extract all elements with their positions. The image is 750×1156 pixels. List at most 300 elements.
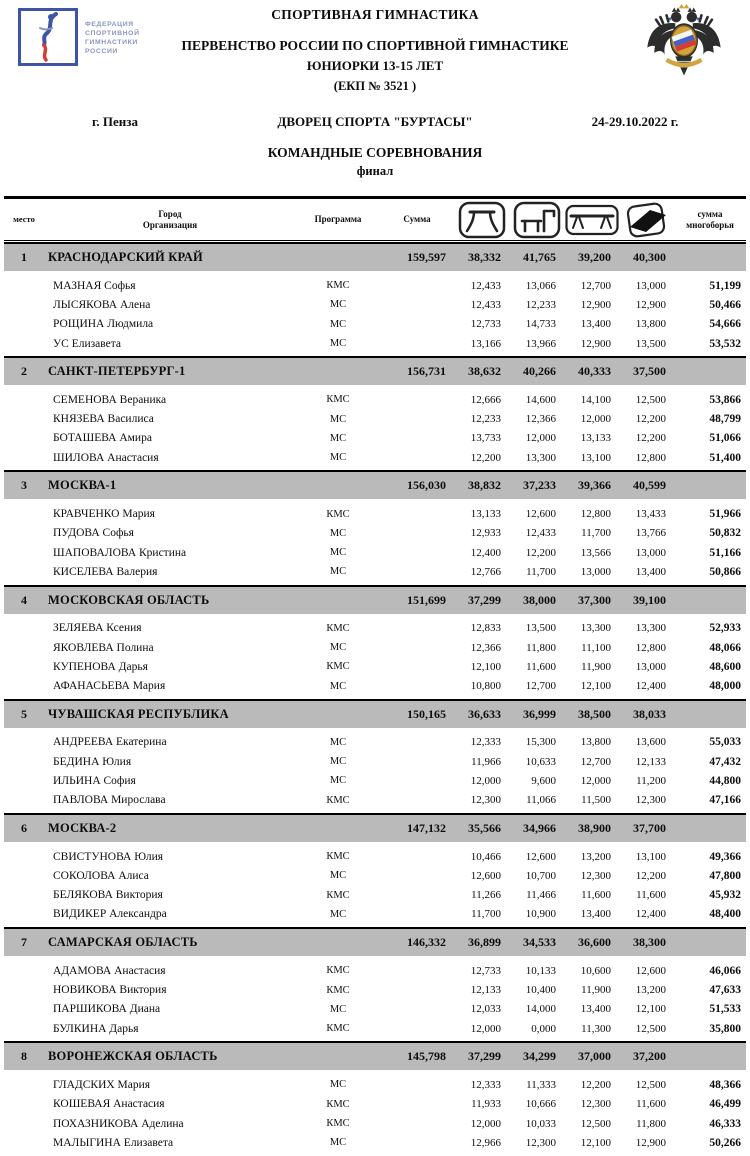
athlete-list: [4, 956, 746, 1041]
team-place: 4: [21, 592, 27, 607]
athlete-name: СВИСТУНОВА Юлия: [53, 850, 164, 863]
team-event-score: 38,500: [578, 706, 611, 721]
team-name: САМАРСКАЯ ОБЛАСТЬ: [48, 935, 198, 950]
team-row: [4, 927, 746, 956]
athlete-score: 11,966: [471, 755, 501, 768]
athlete-program: МС: [329, 547, 347, 559]
team-place: 2: [21, 364, 27, 379]
col-sum: Сумма: [403, 214, 431, 225]
athlete-score: 11,700: [526, 565, 556, 578]
athlete-aa-total: 47,166: [709, 794, 741, 807]
team-total-score: 156,731: [407, 364, 446, 379]
athlete-score: 12,233: [525, 298, 556, 311]
athlete-aa-total: 53,866: [709, 393, 741, 406]
athlete-score: 13,800: [635, 318, 666, 331]
athlete-program: МС: [329, 527, 347, 539]
team-event-score: 38,832: [468, 478, 501, 493]
col-city-line2: Организация: [142, 219, 198, 230]
athlete-score: 12,200: [635, 432, 666, 445]
athlete-program: КМС: [326, 1098, 350, 1110]
athlete-name: ШИЛОВА Анастасия: [53, 451, 159, 464]
athlete-score: 12,200: [580, 1078, 611, 1091]
team-event-score: 39,100: [633, 592, 666, 607]
athlete-score: 12,800: [635, 641, 666, 654]
athlete-row: [4, 1114, 746, 1133]
athlete-score: 12,833: [470, 622, 501, 635]
team-event-score: 40,266: [523, 364, 556, 379]
athlete-program: КМС: [326, 394, 350, 406]
athlete-score: 15,300: [525, 736, 556, 749]
athlete-row: [4, 1019, 746, 1038]
athlete-score: 11,100: [581, 641, 611, 654]
athlete-name: ПУДОВА Софья: [53, 527, 134, 540]
athlete-row: [4, 638, 746, 657]
athlete-score: 13,066: [525, 279, 556, 292]
col-aa-total: [674, 209, 746, 231]
athlete-score: 12,766: [470, 565, 501, 578]
athlete-name: ЗЕЛЯЕВА Ксения: [53, 622, 142, 635]
team-name: МОСКВА-2: [48, 820, 117, 835]
event-title: КОМАНДНЫЕ СОРЕВНОВАНИЯ: [267, 145, 483, 160]
athlete-name: ПАРШИКОВА Диана: [53, 1003, 161, 1016]
athlete-aa-total: 48,366: [709, 1078, 741, 1091]
athlete-score: 13,300: [525, 451, 556, 464]
dates-label: 24-29.10.2022 г.: [591, 114, 679, 129]
athlete-aa-total: 48,400: [709, 908, 741, 921]
athlete-score: 13,200: [580, 850, 611, 863]
athlete-score: 12,300: [580, 869, 611, 882]
athlete-program: МС: [329, 1003, 347, 1015]
athlete-score: 13,000: [580, 565, 611, 578]
athlete-score: 12,333: [470, 1078, 501, 1091]
team-event-score: 40,300: [633, 250, 666, 264]
city-label: г. Пенза: [91, 114, 139, 129]
athlete-score: 11,800: [636, 1117, 666, 1130]
athlete-score: 10,633: [525, 755, 556, 768]
athlete-row: [4, 619, 746, 638]
athlete-score: 12,500: [635, 393, 666, 406]
team-event-score: 37,299: [468, 1049, 501, 1064]
team-event-score: 38,900: [578, 820, 611, 835]
athlete-name: БЕЛЯКОВА Виктория: [53, 889, 163, 902]
athlete-score: 12,233: [470, 413, 501, 426]
athlete-list: [4, 499, 746, 584]
athlete-row: [4, 866, 746, 885]
athlete-score: 12,200: [635, 413, 666, 426]
athlete-score: 11,700: [471, 908, 501, 921]
athlete-score: 11,800: [526, 641, 556, 654]
team-total-score: 147,132: [407, 820, 446, 835]
team-event-score: 37,299: [468, 592, 501, 607]
team-total-score: 146,332: [407, 935, 446, 950]
athlete-score: 10,466: [470, 850, 501, 863]
athlete-program: КМС: [326, 984, 350, 996]
athlete-row: [4, 791, 746, 810]
athlete-score: 12,600: [635, 964, 666, 977]
athlete-score: 13,766: [635, 527, 666, 540]
gymnast-icon: [18, 8, 78, 66]
athlete-name: АФАНАСЬЕВА Мария: [53, 680, 166, 693]
team-event-score: 37,233: [523, 478, 556, 493]
team-place: 1: [21, 250, 27, 264]
athlete-aa-total: 45,932: [709, 889, 741, 902]
athlete-score: 12,933: [470, 527, 501, 540]
athlete-program: МС: [329, 566, 347, 578]
athlete-row: [4, 504, 746, 523]
athlete-score: 12,600: [470, 869, 501, 882]
team-name: ЧУВАШСКАЯ РЕСПУБЛИКА: [48, 706, 229, 721]
team-total-score: 145,798: [407, 1049, 446, 1064]
team-event-score: 41,765: [523, 250, 556, 264]
athlete-score: 11,600: [636, 889, 666, 902]
athlete-row: [4, 295, 746, 314]
col-aa-line1: сумма: [697, 208, 723, 219]
athlete-score: 12,300: [580, 1098, 611, 1111]
athlete-score: 13,300: [635, 622, 666, 635]
athlete-aa-total: 52,933: [709, 622, 741, 635]
athlete-list: [4, 614, 746, 699]
team-row: [4, 813, 746, 842]
athlete-score: 12,900: [580, 298, 611, 311]
athlete-program: МС: [329, 1079, 347, 1091]
athlete-score: 12,900: [635, 1136, 666, 1149]
athlete-score: 13,500: [525, 622, 556, 635]
athlete-name: БУЛКИНА Дарья: [53, 1022, 139, 1035]
team-name: КРАСНОДАРСКИЙ КРАЙ: [48, 250, 203, 264]
athlete-score: 13,800: [580, 736, 611, 749]
athlete-score: 12,133: [470, 984, 501, 997]
athlete-score: 12,000: [470, 1117, 501, 1130]
team-place: 8: [21, 1049, 27, 1064]
team-event-score: 38,632: [468, 364, 501, 379]
athlete-score: 12,733: [470, 318, 501, 331]
athlete-score: 12,433: [525, 527, 556, 540]
team-place: 7: [21, 935, 27, 950]
athlete-score: 11,600: [526, 660, 556, 673]
athlete-name: КУПЕНОВА Дарья: [53, 660, 148, 673]
athlete-aa-total: 50,832: [709, 527, 741, 540]
floor-icon: [619, 201, 674, 239]
athlete-aa-total: 46,333: [709, 1117, 741, 1130]
athlete-score: 11,066: [526, 794, 556, 807]
venue-label: ДВОРЕЦ СПОРТА "БУРТАСЫ": [277, 114, 473, 129]
athlete-row: [4, 390, 746, 409]
ministry-eagle-icon: [640, 4, 728, 91]
athlete-score: 12,800: [635, 451, 666, 464]
athlete-score: 10,800: [470, 680, 501, 693]
athlete-score: 12,600: [525, 850, 556, 863]
athlete-row: [4, 733, 746, 752]
team-event-score: 35,566: [468, 820, 501, 835]
athlete-name: БОТАШЕВА Амира: [53, 432, 152, 445]
stage-label: финал: [356, 164, 394, 178]
team-event-score: 38,300: [633, 935, 666, 950]
team-event-score: 37,000: [578, 1049, 611, 1064]
athlete-program: КМС: [326, 280, 350, 292]
athlete-score: 11,500: [581, 794, 611, 807]
athlete-program: МС: [329, 736, 347, 748]
athlete-score: 13,400: [580, 318, 611, 331]
athlete-row: [4, 429, 746, 448]
team-event-score: 34,966: [523, 820, 556, 835]
athlete-score: 12,133: [635, 755, 666, 768]
team-total-score: 150,165: [407, 706, 446, 721]
athlete-program: КМС: [326, 622, 350, 634]
col-program: Программа: [314, 214, 362, 225]
page-header: [0, 0, 750, 196]
athlete-score: 13,733: [470, 432, 501, 445]
team-event-score: 40,599: [633, 478, 666, 493]
team-row: [4, 585, 746, 614]
athlete-score: 12,333: [470, 736, 501, 749]
athlete-score: 12,366: [525, 413, 556, 426]
team-place: 6: [21, 820, 27, 835]
athlete-name: ПАВЛОВА Мирослава: [53, 794, 166, 807]
athlete-row: [4, 409, 746, 428]
athlete-score: 11,600: [581, 889, 611, 902]
athlete-name: ЛЫСЯКОВА Алена: [53, 298, 151, 311]
athlete-program: МС: [329, 775, 347, 787]
athlete-score: 10,133: [525, 964, 556, 977]
athlete-program: КМС: [326, 889, 350, 901]
athlete-program: МС: [329, 680, 347, 692]
athlete-aa-total: 51,199: [709, 279, 741, 292]
federation-logo: [18, 8, 140, 66]
athlete-score: 13,400: [635, 565, 666, 578]
athlete-score: 14,733: [525, 318, 556, 331]
athlete-score: 12,900: [635, 298, 666, 311]
athlete-row: [4, 1133, 746, 1152]
team-event-score: 37,300: [578, 592, 611, 607]
athlete-score: 12,300: [470, 794, 501, 807]
athlete-row: [4, 752, 746, 771]
athlete-score: 12,000: [580, 413, 611, 426]
col-city: [44, 209, 296, 231]
athlete-score: 12,200: [635, 869, 666, 882]
athlete-score: 12,433: [470, 279, 501, 292]
athlete-name: КРАВЧЕНКО Мария: [53, 508, 155, 521]
athlete-program: МС: [329, 452, 347, 464]
sport-title: СПОРТИВНАЯ ГИМНАСТИКА: [271, 7, 479, 22]
athlete-name: ЯКОВЛЕВА Полина: [53, 641, 154, 654]
athlete-score: 12,200: [525, 546, 556, 559]
athlete-row: [4, 771, 746, 790]
athlete-aa-total: 47,800: [709, 869, 741, 882]
athlete-score: 13,433: [635, 508, 666, 521]
athlete-score: 12,700: [525, 680, 556, 693]
team-total-score: 151,699: [407, 592, 446, 607]
athlete-list: [4, 842, 746, 927]
athlete-name: МАЗНАЯ Софья: [53, 279, 136, 292]
athlete-score: 13,566: [580, 546, 611, 559]
athlete-score: 14,000: [525, 1003, 556, 1016]
athlete-aa-total: 46,499: [709, 1098, 741, 1111]
vault-icon: [454, 201, 509, 239]
athlete-score: 12,000: [470, 1022, 501, 1035]
athlete-name: АНДРЕЕВА Екатерина: [53, 736, 167, 749]
team-event-score: 38,000: [523, 592, 556, 607]
athlete-score: 13,600: [635, 736, 666, 749]
team-event-score: 37,200: [633, 1049, 666, 1064]
team-event-score: 36,600: [578, 935, 611, 950]
athlete-aa-total: 48,600: [709, 660, 741, 673]
team-event-score: 34,299: [523, 1049, 556, 1064]
athlete-program: МС: [329, 318, 347, 330]
athlete-name: КОШЕВАЯ Анастасия: [53, 1098, 165, 1111]
athlete-score: 12,500: [635, 1078, 666, 1091]
athlete-list: [4, 728, 746, 813]
athlete-score: 13,166: [470, 337, 501, 350]
athlete-score: 13,000: [635, 660, 666, 673]
athlete-score: 10,600: [580, 964, 611, 977]
federation-logo-text: ФЕДЕРАЦИЯ СПОРТИВНОЙ ГИМНАСТИКИ РОССИИ: [85, 21, 140, 55]
athlete-aa-total: 35,800: [709, 1022, 741, 1035]
athlete-score: 12,900: [580, 337, 611, 350]
athlete-score: 14,100: [580, 393, 611, 406]
athlete-score: 12,100: [635, 1003, 666, 1016]
athlete-score: 12,300: [635, 794, 666, 807]
athlete-name: УС Елизавета: [53, 337, 121, 350]
athlete-program: КМС: [326, 851, 350, 863]
team-event-score: 36,999: [523, 706, 556, 721]
athlete-row: [4, 1095, 746, 1114]
athlete-row: [4, 276, 746, 295]
athlete-name: АДАМОВА Анастасия: [53, 964, 166, 977]
table-header-row: [4, 196, 746, 241]
athlete-program: КМС: [326, 794, 350, 806]
athlete-score: 12,400: [470, 546, 501, 559]
athlete-name: МАЛЫГИНА Елизавета: [53, 1136, 174, 1149]
athlete-program: КМС: [326, 661, 350, 673]
athlete-row: [4, 657, 746, 676]
athlete-aa-total: 50,866: [709, 565, 741, 578]
results-table: [0, 196, 750, 1156]
athlete-row: [4, 961, 746, 980]
athlete-program: МС: [329, 432, 347, 444]
athlete-score: 12,400: [635, 680, 666, 693]
athlete-score: 13,133: [580, 432, 611, 445]
athlete-aa-total: 51,533: [709, 1003, 741, 1016]
athlete-aa-total: 48,000: [709, 680, 741, 693]
team-name: САНКТ-ПЕТЕРБУРГ-1: [48, 364, 186, 379]
athlete-row: [4, 562, 746, 581]
athlete-score: 13,300: [580, 622, 611, 635]
team-event-score: 39,366: [578, 478, 611, 493]
team-name: ВОРОНЕЖСКАЯ ОБЛАСТЬ: [48, 1049, 218, 1064]
athlete-name: КИСЕЛЕВА Валерия: [53, 565, 158, 578]
col-aa-line2: многоборья: [686, 219, 734, 230]
team-event-score: 40,333: [578, 364, 611, 379]
team-event-score: 37,500: [633, 364, 666, 379]
athlete-score: 11,600: [636, 1098, 666, 1111]
athlete-score: 11,300: [581, 1022, 611, 1035]
athlete-score: 13,400: [580, 1003, 611, 1016]
team-row: [4, 356, 746, 385]
uneven-bars-icon: [509, 201, 564, 239]
athlete-score: 12,033: [470, 1003, 501, 1016]
athlete-score: 12,733: [470, 964, 501, 977]
team-event-score: 36,899: [468, 935, 501, 950]
athlete-row: [4, 1075, 746, 1094]
athlete-score: 13,400: [580, 908, 611, 921]
athlete-aa-total: 51,066: [709, 432, 741, 445]
athlete-program: КМС: [326, 965, 350, 977]
athlete-program: МС: [329, 908, 347, 920]
team-place: 3: [21, 478, 27, 493]
athlete-score: 13,100: [635, 850, 666, 863]
athlete-score: 12,966: [470, 1136, 501, 1149]
athlete-aa-total: 48,066: [709, 641, 741, 654]
athlete-name: ПОХАЗНИКОВА Аделина: [53, 1117, 184, 1130]
athlete-score: 13,200: [635, 984, 666, 997]
athlete-program: МС: [329, 338, 347, 350]
athlete-score: 13,500: [635, 337, 666, 350]
athlete-score: 14,600: [525, 393, 556, 406]
athlete-row: [4, 448, 746, 467]
athlete-score: 10,900: [525, 908, 556, 921]
team-row: [4, 470, 746, 499]
athlete-name: ШАПОВАЛОВА Кристина: [53, 546, 187, 559]
team-total-score: 156,030: [407, 478, 446, 493]
age-category: ЮНИОРКИ 13-15 ЛЕТ: [306, 58, 444, 73]
athlete-aa-total: 44,800: [709, 774, 741, 787]
athlete-program: МС: [329, 299, 347, 311]
athlete-score: 13,100: [580, 451, 611, 464]
athlete-score: 12,400: [635, 908, 666, 921]
col-city-line1: Город: [158, 208, 182, 219]
team-event-score: 38,332: [468, 250, 501, 264]
athlete-aa-total: 51,966: [709, 508, 741, 521]
athlete-row: [4, 315, 746, 334]
athlete-list: [4, 1070, 746, 1155]
athlete-score: 11,466: [526, 889, 556, 902]
team-total-score: 159,597: [407, 250, 446, 264]
athlete-score: 13,133: [470, 508, 501, 521]
athlete-score: 12,100: [580, 1136, 611, 1149]
athlete-aa-total: 54,666: [709, 318, 741, 331]
athlete-name: ГЛАДСКИХ Мария: [53, 1078, 151, 1091]
athlete-program: КМС: [326, 1118, 350, 1130]
athlete-score: 12,100: [580, 680, 611, 693]
athlete-row: [4, 980, 746, 999]
athlete-score: 12,500: [580, 1117, 611, 1130]
athlete-row: [4, 847, 746, 866]
athlete-aa-total: 55,033: [709, 736, 741, 749]
athlete-aa-total: 50,266: [709, 1136, 741, 1149]
athlete-score: 11,933: [471, 1098, 501, 1111]
athlete-aa-total: 51,166: [709, 546, 741, 559]
athlete-score: 11,266: [471, 889, 501, 902]
athlete-score: 12,200: [470, 451, 501, 464]
athlete-name: РОЩИНА Людмила: [53, 318, 154, 331]
ekp-number: (ЕКП № 3521 ): [333, 79, 417, 93]
athlete-score: 10,033: [525, 1117, 556, 1130]
team-event-score: 36,633: [468, 706, 501, 721]
athlete-aa-total: 47,432: [709, 755, 741, 768]
athlete-score: 12,100: [470, 660, 501, 673]
athlete-score: 11,700: [581, 527, 611, 540]
athlete-score: 12,433: [470, 298, 501, 311]
athlete-aa-total: 49,366: [709, 850, 741, 863]
athlete-score: 13,000: [635, 546, 666, 559]
athlete-program: КМС: [326, 1023, 350, 1035]
athlete-program: МС: [329, 642, 347, 653]
athlete-row: [4, 676, 746, 695]
athlete-score: 12,800: [580, 508, 611, 521]
athlete-score: 12,366: [470, 641, 501, 654]
athlete-aa-total: 50,466: [709, 298, 741, 311]
athlete-score: 9,600: [531, 774, 556, 787]
